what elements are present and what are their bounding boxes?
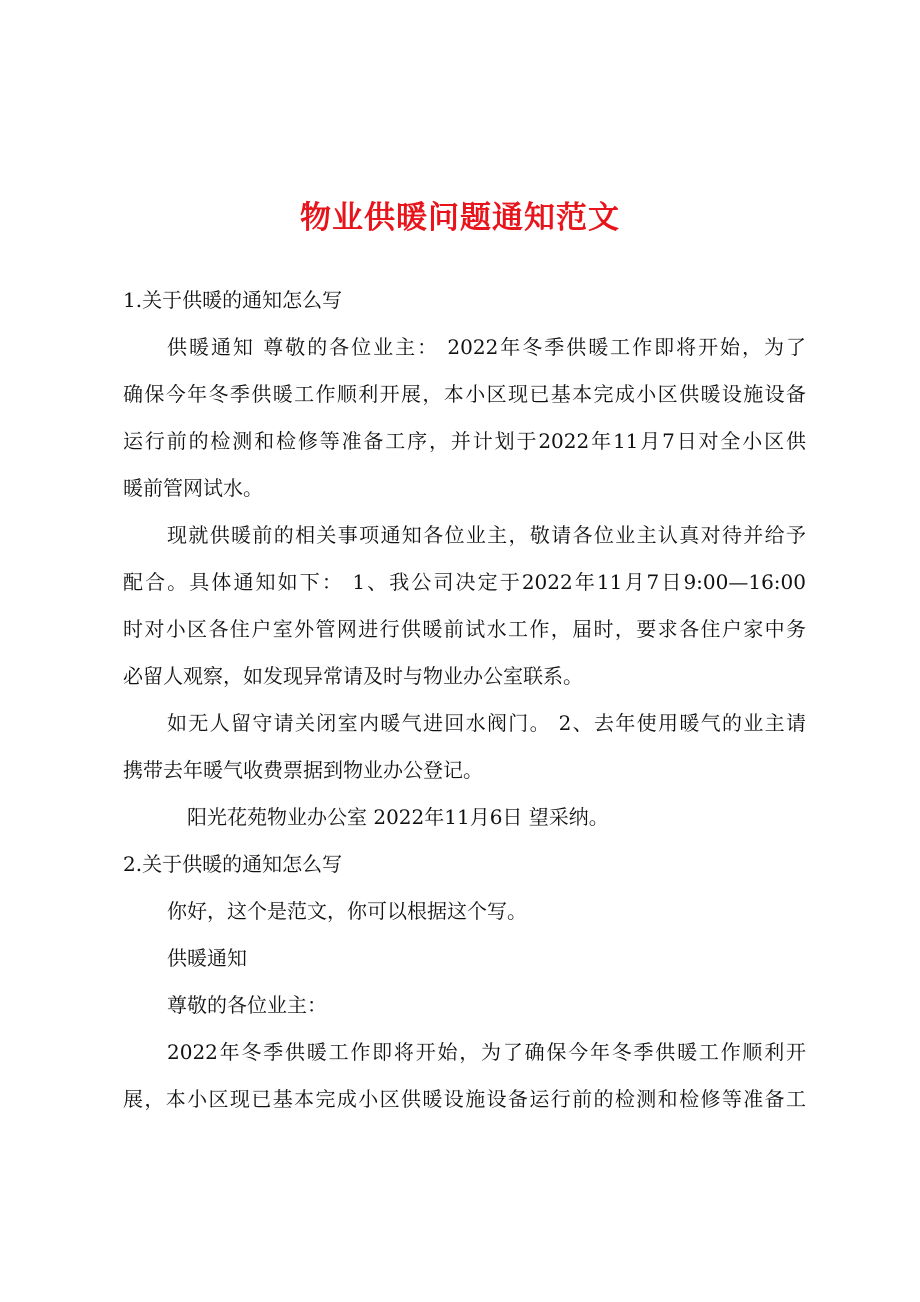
paragraph-line: 尊敬的各位业主：: [167, 993, 327, 1017]
section-heading-2: 2.关于供暖的通知怎么写: [123, 852, 343, 876]
document-body: [123, 277, 806, 1123]
paragraph-line: 确保今年冬季供暖工作顺利开展，本小区现已基本完成小区供暖设施设备: [123, 382, 806, 406]
paragraph-line: 时对小区各住户室外管网进行供暖前试水工作，届时，要求各住户家中务: [123, 617, 806, 641]
document-title: 物业供暖问题通知范文: [300, 200, 620, 236]
section-heading-1: 1.关于供暖的通知怎么写: [123, 288, 343, 312]
paragraph-line: 供暖通知 尊敬的各位业主： 2022年冬季供暖工作即将开始，为了: [167, 335, 806, 359]
paragraph-line: 展，本小区现已基本完成小区供暖设施设备运行前的检测和检修等准备工: [123, 1087, 806, 1111]
paragraph-line: 如无人留守请关闭室内暖气进回水阀门。 2、去年使用暖气的业主请: [167, 711, 806, 735]
paragraph-line: 携带去年暖气收费票据到物业办公登记。: [123, 758, 483, 782]
paragraph-line: 你好，这个是范文，你可以根据这个写。: [167, 899, 527, 923]
paragraph-line: 现就供暖前的相关事项通知各位业主，敬请各位业主认真对待并给予: [167, 523, 806, 547]
paragraph-line: 供暖通知: [167, 946, 247, 970]
paragraph-line: 2022年冬季供暖工作即将开始，为了确保今年冬季供暖工作顺利开: [167, 1040, 806, 1064]
paragraph-line: 运行前的检测和检修等准备工序，并计划于2022年11月7日对全小区供: [123, 429, 806, 453]
paragraph-line: 必留人观察，如发现异常请及时与物业办公室联系。: [123, 664, 583, 688]
signature-line: 阳光花苑物业办公室 2022年11月6日 望采纳。: [187, 805, 609, 829]
paragraph-line: 配合。具体通知如下： 1、我公司决定于2022年11月7日9:00—16:00: [123, 570, 806, 594]
paragraph-line: 暖前管网试水。: [123, 476, 263, 500]
